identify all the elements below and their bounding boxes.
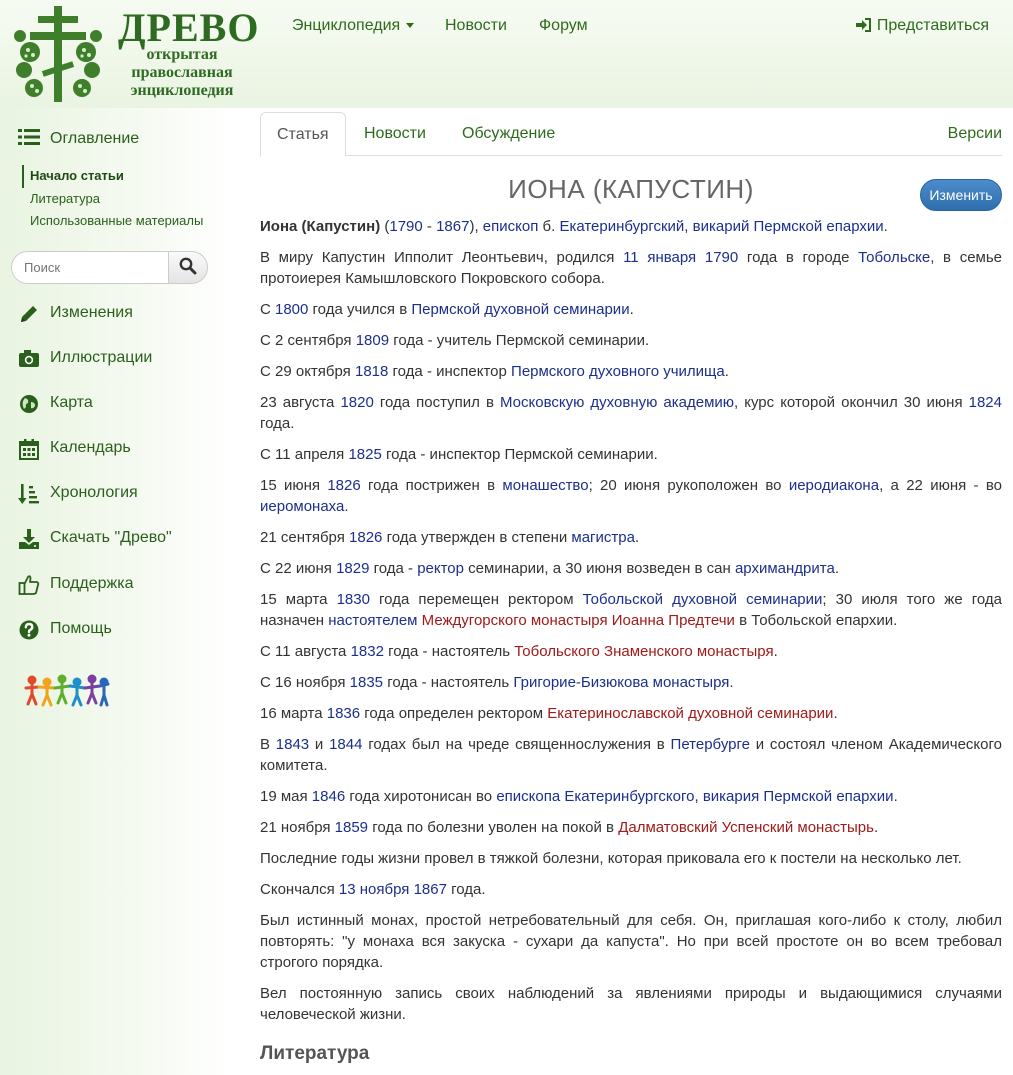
article-link[interactable]: архимандрита [734,560,835,577]
search-button[interactable] [168,251,208,284]
toc-item-materials[interactable]: Использованные материалы [30,213,204,228]
topnav-news[interactable]: Новости [445,17,507,34]
article-paragraph [260,848,1002,869]
article-text: . [773,643,778,660]
article-text: ( [380,218,390,235]
download-icon [18,528,40,550]
article-text: . [629,301,634,318]
page-title: ИОНА (КАПУСТИН) [508,174,754,204]
article-paragraph [260,983,1002,1025]
article-link[interactable]: Пермской духовной семинарии [411,301,630,318]
search-input[interactable] [11,251,169,284]
article-text: В [260,736,276,753]
article-text: . [634,529,640,546]
article-link[interactable]: настоятелем [328,612,418,629]
article-text: года - учитель Пермской семинарии. [389,332,650,349]
article-text: . [344,498,349,515]
article-paragraph [260,361,1002,382]
article-text: в Тобольской епархии. [734,612,898,629]
article-link[interactable]: викарий [692,218,750,235]
caret-down-icon [406,23,414,28]
article-link[interactable]: 1859 [334,819,369,836]
tab-versions[interactable]: Версии [947,125,1002,142]
article-link[interactable]: Пермского духовного училища [511,363,725,380]
article-text: С 11 августа [260,643,351,660]
article-link[interactable]: викария [702,788,760,805]
article-link[interactable]: иеромонаха [260,498,345,515]
article-text: года перемещен ректором [369,591,583,608]
article-link[interactable]: 1836 [326,705,361,722]
article-link[interactable]: Екатеринбургский [559,218,685,235]
article-text [696,249,705,266]
article-link[interactable]: Тобольске [858,249,931,266]
article-text: ; 20 июня рукоположен во [588,477,789,494]
article-text: С 22 июня [260,560,337,577]
article-link-missing[interactable]: Екатеринославской духовной семинарии [547,705,834,722]
sign-in-icon [856,18,871,32]
article-text: . [893,788,898,805]
article-text: года в городе [738,249,859,266]
edit-button[interactable]: Изменить [920,179,1002,211]
article-link[interactable]: Григорие-Бизюкова монастыря [513,674,730,691]
article-link[interactable]: Пермской епархии [753,218,884,235]
article-text: 23 августа [260,394,341,411]
article-link[interactable]: 1832 [350,643,384,660]
topnav-forum[interactable]: Форум [539,17,588,34]
sidebar-item-label: Календарь [50,439,131,456]
topnav-item-label: Энциклопедия [292,17,401,34]
toc-heading[interactable] [18,128,139,148]
article-link[interactable]: 1800 [275,301,309,318]
article-link[interactable]: Тобольской духовной семинарии [582,591,823,608]
article-text: . [873,819,879,836]
article-link[interactable]: епископ [482,218,539,235]
search-form [11,251,208,284]
article-paragraph [260,527,1002,548]
article-text: года хиротонисан во [345,788,497,805]
article-text: Был истинный монах, простой нетребовательный для себя. Он, приглашая кого-либо к столу, любил повторять: "у монаха вся закуска - сухари да капуста". Но при всей простоте он во всем требовал строгого порядка. [260,912,1002,971]
camera-icon [18,348,40,370]
article-text: года. [260,415,295,432]
article-text: года поступил в [373,394,501,411]
article-link[interactable]: 1829 [336,560,370,577]
tab-discussion[interactable]: Обсуждение [462,125,556,142]
article-link[interactable]: 1824 [968,394,1002,411]
tab-news[interactable]: Новости [364,125,426,142]
article-paragraph [260,786,1002,807]
article-link[interactable]: 1820 [340,394,374,411]
article-link-missing[interactable]: Тобольского Знаменского монастыря [514,643,774,660]
article-paragraph [260,299,1002,320]
article-link[interactable]: 13 ноября [338,881,410,898]
article-text: . [883,218,888,235]
article-text: . [834,560,839,577]
logo-subtitle-line: открытая [146,46,218,63]
article-link[interactable]: 1790 [704,249,739,266]
search-icon [179,257,197,275]
article-paragraph [260,641,1002,662]
article-link-missing[interactable]: Междугорского монастыря Иоанна Предтечи [421,612,735,629]
article-link[interactable]: 1844 [329,736,363,753]
question-circle-icon [18,619,40,641]
article-paragraph [260,444,1002,465]
article-text: 15 марта [260,591,337,608]
article-link[interactable]: ректор [417,560,464,577]
article-text: , в семье протоиерея Камышловского Покровского собора. [260,249,1003,287]
article-paragraph [260,247,1002,289]
article-link[interactable]: Пермской епархии [763,788,894,805]
site-header [0,0,1013,108]
globe-icon [18,393,40,415]
article-link[interactable]: епископа [496,788,561,805]
article-link[interactable]: 1809 [355,332,390,349]
article-text: С 2 сентября [260,332,356,349]
article-link[interactable]: 1846 [311,788,346,805]
logo-subtitle-line: энциклопедия [130,82,234,99]
article-link-missing[interactable]: Далматовский Успенский монастырь [618,819,874,836]
article-text: Последние годы жизни провел в тяжкой болезни, которая приковала его к постели на несколько лет. [260,850,962,867]
article-link[interactable]: 1790 [389,218,423,235]
article-link[interactable]: иеродиакона [788,477,880,494]
calendar-icon [18,438,40,460]
article-text: года. [446,881,486,898]
article-text: годах был на чреде священнослужения в [362,736,671,753]
sidebar-item-label: Поддержка [50,575,134,592]
list-icon [18,128,40,146]
article-text: 21 сентября [260,529,350,546]
article-paragraph [260,216,1002,237]
article-text: , а 22 июня - во [879,477,1002,494]
article-text: С [260,301,275,318]
tab-article[interactable]: Статья [260,112,346,157]
article-text: 21 ноября [260,819,335,836]
article-link[interactable]: 1825 [348,446,382,463]
article-link[interactable]: монашество [502,477,589,494]
article-text: года - инспектор Пермской семинарии. [381,446,658,463]
article-text: 15 июня [260,477,328,494]
article-text: В миру Капустин Ипполит Леонтьевич, родился [260,249,624,266]
toc-item-start[interactable]: Начало статьи [22,165,203,188]
article-link[interactable]: 1867 [413,881,447,898]
article-text: ; 30 июля того же года назначен [260,591,1003,629]
article-tabs [260,112,1002,156]
section-heading-literature: Литература [260,1043,370,1064]
article-text: года утвержден в степени [382,529,572,546]
article-text: года - [369,560,418,577]
article-text: 16 марта [260,705,327,722]
pencil-icon [18,303,40,325]
sort-icon [18,483,40,505]
article-text: и состоял членом Академического комитета. [260,736,1002,774]
sidebar [0,108,232,1075]
article-text: года по болезни уволен на покой в [368,819,619,836]
cross-vine-emblem-icon [8,2,108,106]
article-text: года - настоятель [383,643,515,660]
sidebar-item-label: Иллюстрации [50,349,153,366]
article-link[interactable]: 1830 [336,591,370,608]
article-link[interactable]: 1867 [436,218,470,235]
article-paragraph [260,475,1002,517]
article-paragraph [260,558,1002,579]
sidebar-item-label: Помощь [50,620,112,637]
article-paragraph [260,734,1002,776]
toc-item-literature[interactable]: Литература [30,190,100,206]
article-paragraph [260,703,1002,724]
article-text: года - инспектор [388,363,512,380]
article-paragraph [260,910,1002,973]
article-link[interactable]: 1826 [349,529,383,546]
article-text: года пострижен в [360,477,503,494]
topnav-encyclopedia-dropdown[interactable] [292,17,414,35]
logo-subtitle-line: православная [131,64,233,81]
article-text: С 16 ноября [260,674,350,691]
toc-heading-label: Оглавление [50,130,140,147]
article-link[interactable]: Московскую духовную академию [500,394,735,411]
article-text: года определен ректором [360,705,548,722]
article-text: . [729,674,734,691]
sidebar-item-label: Карта [50,394,93,411]
article-text: С 11 апреля [260,446,349,463]
people-chain-logo-icon[interactable] [24,674,110,708]
article-text: С 29 октября [260,363,355,380]
article-text: . [724,363,729,380]
article-paragraph [260,392,1002,434]
article-link[interactable]: 1843 [275,736,310,753]
site-logo[interactable] [8,2,260,106]
article-text: , [694,788,703,805]
article-text: года учился в [308,301,412,318]
article-text: б. [538,218,560,235]
article-text: семинарии, а 30 июня возведен в сан [464,560,735,577]
article-text: Скончался [260,881,339,898]
login-label: Представиться [876,17,989,34]
article-paragraph [260,817,1002,838]
article-text: - [422,218,437,235]
article-text: и [309,736,330,753]
article-link[interactable]: 11 января [623,249,697,266]
logo-title: ДРЕВО [118,5,260,50]
article-link[interactable]: 1826 [327,477,361,494]
article-text: года - настоятель [383,674,514,691]
article-text: . [833,705,838,722]
article-paragraph [260,330,1002,351]
article-paragraph [260,672,1002,693]
article-link[interactable]: Екатеринбургского [564,788,695,805]
article-text: Вел постоянную запись своих наблюдений за явлениями природы и выдающимися случаями человеческой жизни. [260,985,1002,1023]
article-link[interactable]: 1818 [354,363,389,380]
article-link[interactable]: 1835 [349,674,384,691]
article-link[interactable]: Петербурге [670,736,750,753]
article-text: , [684,218,693,235]
article-text: ), [469,218,483,235]
article-body [260,216,1002,1065]
sidebar-item-label: Изменения [50,304,133,321]
article-subject-name: Иона (Капустин) [260,218,381,235]
sidebar-item-label: Скачать "Древо" [50,529,172,546]
thumbs-up-icon [18,574,40,596]
toc-list [22,165,203,233]
article-link[interactable]: магистра [571,529,635,546]
article-paragraph [260,879,1002,900]
article-text: 19 мая [260,788,312,805]
sidebar-item-label: Хронология [50,484,138,501]
article-paragraph [260,589,1002,631]
article-text: , курс которой окончил 30 июня [734,394,969,411]
login-link[interactable] [856,17,989,35]
logo-subtitle [118,46,246,100]
